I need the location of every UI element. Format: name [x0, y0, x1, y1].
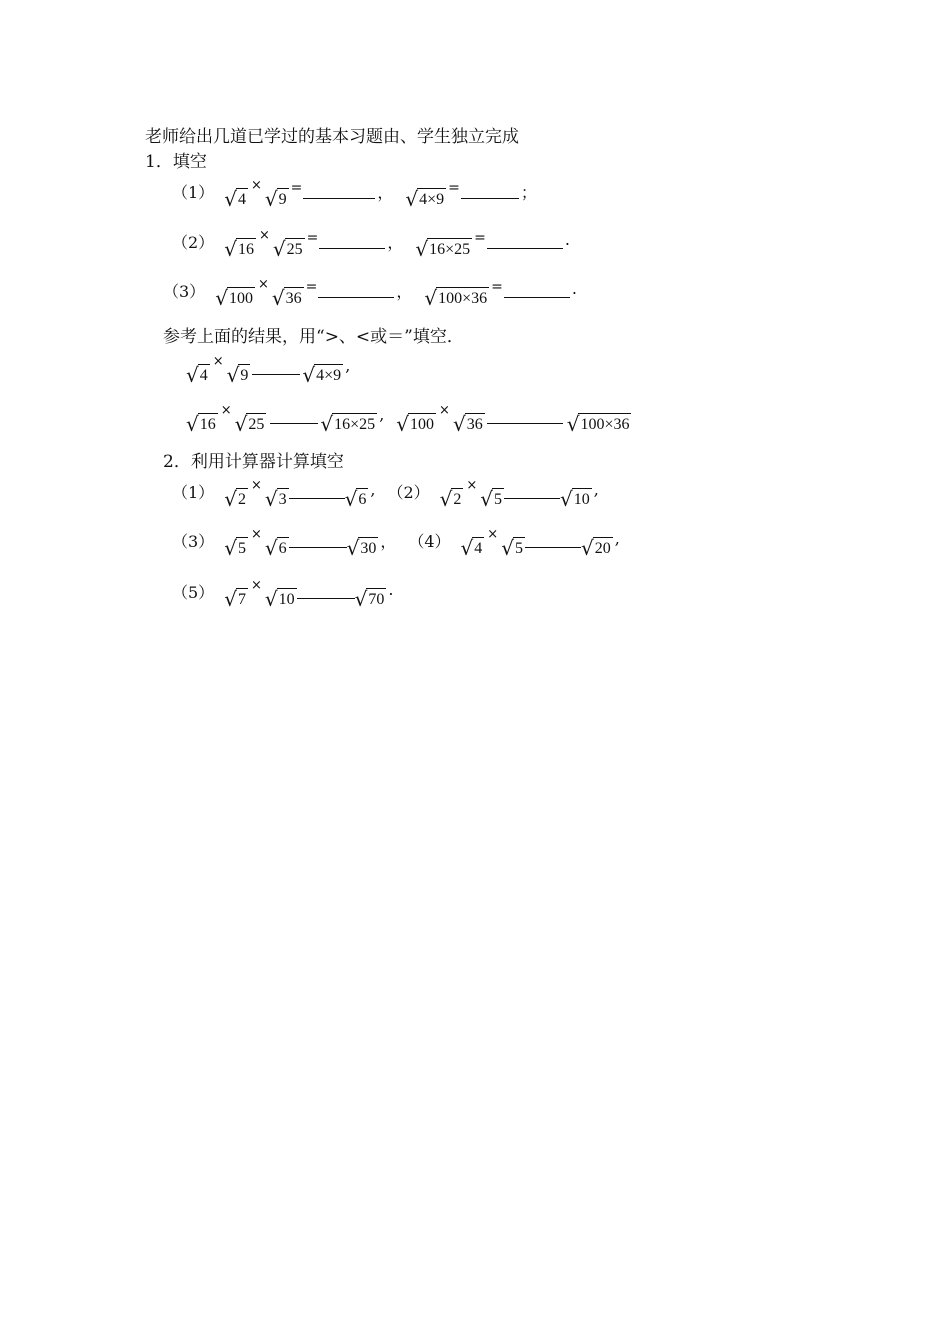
item-end: ； [520, 183, 537, 202]
sqrt-9: √ 9 [226, 363, 249, 387]
sqrt-36: √ 36 [452, 412, 483, 436]
comma: , [345, 356, 351, 375]
comma: ， [380, 532, 397, 551]
item-label: （3） [172, 532, 215, 551]
answer-blank[interactable] [461, 198, 519, 199]
sqrt-9: √ 9 [264, 187, 287, 211]
sqrt-70: √ 70 [354, 587, 385, 611]
item-end: . [571, 279, 577, 298]
equals-sign: = [491, 279, 503, 295]
equals-sign: = [306, 230, 319, 246]
comma: , [593, 480, 599, 499]
times-sign: × [250, 478, 262, 493]
fill-item-1 [172, 178, 549, 211]
times-sign: × [212, 354, 224, 369]
sqrt-10: √ 10 [560, 487, 590, 511]
compare-blank[interactable] [270, 423, 318, 424]
sqrt-5: √ 5 [480, 487, 503, 511]
sqrt-5: √ 5 [501, 536, 523, 560]
sqrt-4: √ 4 [186, 363, 208, 387]
equals-sign: = [448, 180, 460, 196]
item-label: （3） [163, 282, 206, 301]
comma: ， [377, 183, 394, 202]
calc-row-1 [172, 478, 611, 511]
fill-item-2 [172, 228, 582, 261]
times-sign: × [250, 178, 262, 193]
sqrt-4: √ 4 [460, 536, 483, 560]
sqrt-16: √ 16 [224, 237, 254, 261]
equals-sign: = [290, 180, 303, 196]
item-label: （5） [172, 583, 215, 602]
answer-blank[interactable] [318, 297, 394, 298]
item-label: （1） [172, 183, 215, 202]
sqrt-100: √ 100 [215, 286, 253, 310]
answer-blank[interactable] [487, 248, 563, 249]
sqrt-product: √ 100×36 [424, 286, 488, 310]
calc-row-3 [172, 578, 405, 611]
equals-sign: = [474, 230, 486, 246]
item-label: （2） [172, 233, 215, 252]
times-sign: × [466, 478, 478, 493]
sqrt-36: √ 36 [271, 286, 302, 310]
compare-blank[interactable] [504, 498, 560, 499]
item-end: . [564, 230, 570, 249]
sqrt-6: √ 6 [264, 536, 287, 560]
sqrt-5: √ 5 [224, 536, 246, 560]
sqrt-3: √ 3 [264, 487, 287, 511]
sqrt-2: √ 2 [439, 487, 462, 511]
period: . [388, 580, 394, 599]
times-sign: × [258, 228, 270, 243]
sqrt-product: √ 16×25 [320, 412, 376, 436]
section2-title: 2．利用计算器计算填空 [163, 452, 344, 472]
comma: , [370, 480, 376, 499]
item-label: （2） [387, 483, 430, 502]
sqrt-6: √ 6 [344, 487, 367, 511]
sqrt-25: √ 25 [234, 412, 265, 436]
sqrt-7: √ 7 [224, 587, 246, 611]
compare-prompt: 参考上面的结果，用“>、<或＝”填空． [163, 327, 464, 347]
answer-blank[interactable] [319, 248, 385, 249]
answer-blank[interactable] [303, 198, 375, 199]
sqrt-4: √ 4 [224, 187, 246, 211]
sqrt-30: √ 30 [346, 536, 377, 560]
compare-blank[interactable] [297, 598, 355, 599]
compare-row-1 [186, 354, 362, 387]
compare-blank[interactable] [525, 547, 581, 548]
calc-row-2 [172, 527, 632, 560]
compare-row-2 [186, 403, 631, 436]
times-sign: × [220, 403, 232, 418]
sqrt-product: √ 100×36 [566, 412, 630, 436]
comma: ， [387, 233, 404, 252]
compare-blank[interactable] [252, 374, 300, 375]
sqrt-20: √ 20 [580, 536, 611, 560]
compare-blank[interactable] [289, 498, 345, 499]
fill-item-3 [163, 277, 589, 310]
sqrt-100: √ 100 [396, 412, 435, 436]
sqrt-product: √ 16×25 [415, 237, 471, 261]
sqrt-10: √ 10 [264, 587, 295, 611]
section1-title: 1．填空 [145, 152, 207, 172]
item-label: （1） [172, 483, 215, 502]
sqrt-25: √ 25 [272, 237, 303, 261]
compare-blank[interactable] [487, 423, 563, 424]
sqrt-product: √ 4×9 [405, 187, 445, 211]
item-label: （4） [408, 532, 451, 551]
sqrt-2: √ 2 [224, 487, 246, 511]
answer-blank[interactable] [504, 297, 570, 298]
times-sign: × [257, 277, 269, 292]
comma: , [614, 529, 620, 548]
comma: ， [396, 282, 413, 301]
times-sign: × [250, 527, 262, 542]
comma: , [379, 405, 385, 424]
equals-sign: = [305, 279, 318, 295]
compare-blank[interactable] [289, 547, 347, 548]
times-sign: × [439, 403, 450, 418]
times-sign: × [250, 578, 262, 593]
intro-text: 老师给出几道已学过的基本习题由、学生独立完成 [145, 127, 519, 147]
sqrt-16: √ 16 [186, 412, 216, 436]
sqrt-product: √ 4×9 [302, 363, 342, 387]
times-sign: × [487, 527, 499, 542]
